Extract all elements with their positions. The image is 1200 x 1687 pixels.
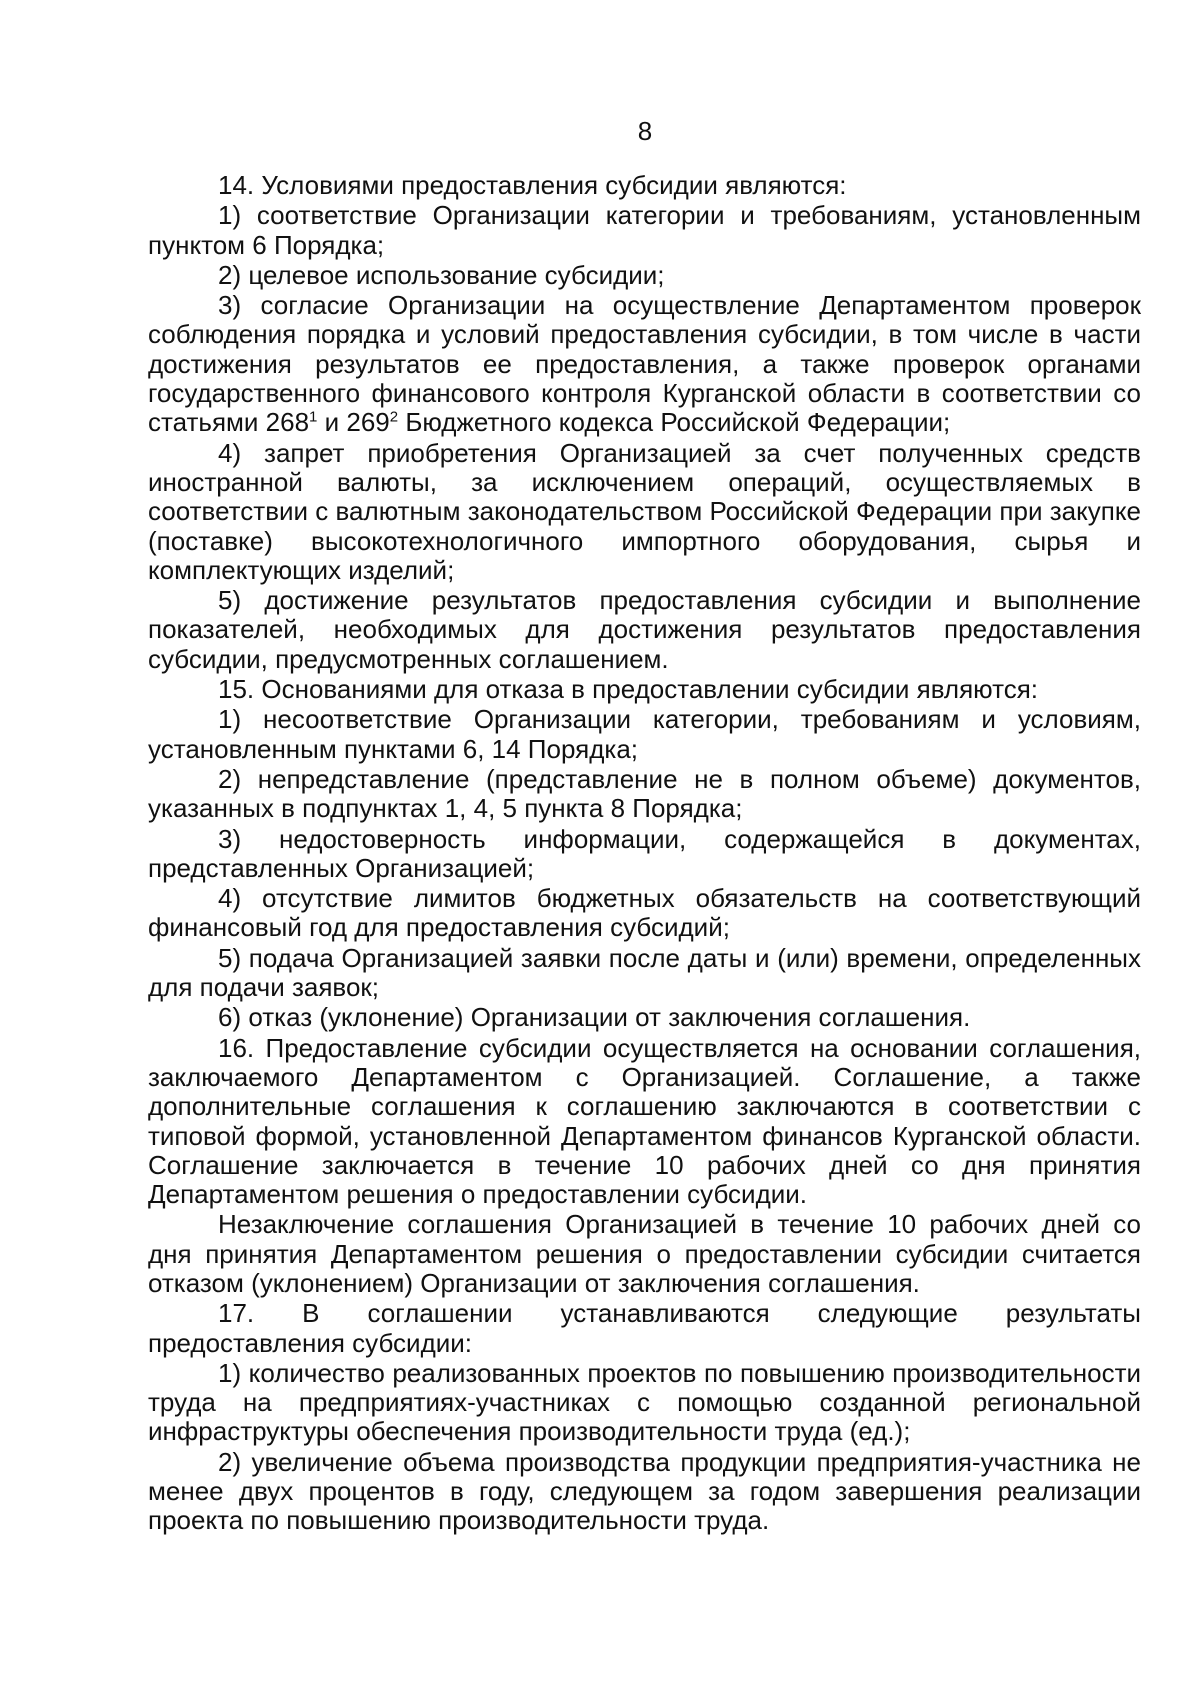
clause-15-item-1: 1) несоответствие Организации категории, требованиям и условиям, установленным пунктами 6, 14 Порядка; xyxy=(148,704,1141,764)
superscript-2: 2 xyxy=(389,408,399,426)
superscript-1: 1 xyxy=(309,408,318,426)
clause-14-item-4: 4) запрет приобретения Организацией за счет полученных средств иностранной валюты, за исключением операций, осуществляемых в соответствии с валютным законодательством Российской Федерации при закупке (поставке) высокотехнологичного импортного оборудования, сырья и комплектующих изделий; xyxy=(148,437,1141,585)
clause-17-item-1: 1) количество реализованных проектов по повышению производительности труда на предприятиях-участниках с помощью созданной региональной инфраструктуры обеспечения производительности труда (ед.); xyxy=(148,1357,1141,1447)
clause-14-item-2: 2) целевое использование субсидии; xyxy=(218,259,665,290)
document-body xyxy=(148,171,1141,1536)
clause-15-item-3: 3) недостоверность информации, содержащейся в документах, представленных Организацией; xyxy=(148,823,1141,883)
clause-14-item-1: 1) соответствие Организации категории и требованиям, установленным пунктом 6 Порядка; xyxy=(148,200,1141,260)
page-number: 8 xyxy=(637,116,653,146)
clause-15-item-4: 4) отсутствие лимитов бюджетных обязательств на соответствующий финансовый год для предоставления субсидий; xyxy=(148,883,1141,943)
clause-15-item-6: 6) отказ (уклонение) Организации от заключения соглашения. xyxy=(218,1002,971,1033)
clause-14-item-3-text-a: 3) согласие Организации на осуществление Департаментом проверок соблюдения порядка и условий предоставления субсидии, в том числе в части достижения результатов ее предоставления, а также проверок органами государственного финансового контроля Курганской области в соответствии со статьями 268 xyxy=(148,290,1141,438)
clause-14-item-3 xyxy=(148,291,1141,437)
clause-17-item-2: 2) увеличение объема производства продукции предприятия-участника не менее двух процентов в году, следующем за годом завершения реализации проекта по повышению производительности труда. xyxy=(148,1446,1141,1536)
clause-14-item-5: 5) достижение результатов предоставления субсидии и выполнение показателей, необходимых для достижения результатов предоставления субсидии, предусмотренных соглашением. xyxy=(148,585,1141,674)
clause-15-heading: 15. Основаниями для отказа в предоставлении субсидии являются: xyxy=(218,674,1039,705)
clause-15-item-2: 2) непредставление (представление не в полном объеме) документов, указанных в подпунктах 1, 4, 5 пункта 8 Порядка; xyxy=(148,763,1141,824)
clause-14-item-3-text-b: и 269 xyxy=(317,407,390,438)
clause-16-paragraph-1: 16. Предоставление субсидии осуществляется на основании соглашения, заключаемого Департаментом с Организацией. Соглашение, а также дополнительные соглашения к соглашению заключаются в соответствии с типовой формой, установленной Департаментом финансов Курганской области. Соглашение заключается в течение 10 рабочих дней со дня принятия Департаментом решения о предоставлении субсидии. xyxy=(148,1032,1141,1210)
clause-15-item-5: 5) подача Организацией заявки после даты и (или) времени, определенных для подачи заявок; xyxy=(148,942,1141,1003)
clause-14-heading: 14. Условиями предоставления субсидии являются: xyxy=(218,170,847,200)
clause-17-heading: 17. В соглашении устанавливаются следующие результаты предоставления субсидии: xyxy=(148,1298,1141,1358)
clause-14-item-3-text-c: Бюджетного кодекса Российской Федерации; xyxy=(398,407,951,438)
clause-16-paragraph-2: Незаключение соглашения Организацией в течение 10 рабочих дней со дня принятия Департаментом решения о предоставлении субсидии считается отказом (уклонением) Организации от заключения соглашения. xyxy=(148,1209,1141,1298)
